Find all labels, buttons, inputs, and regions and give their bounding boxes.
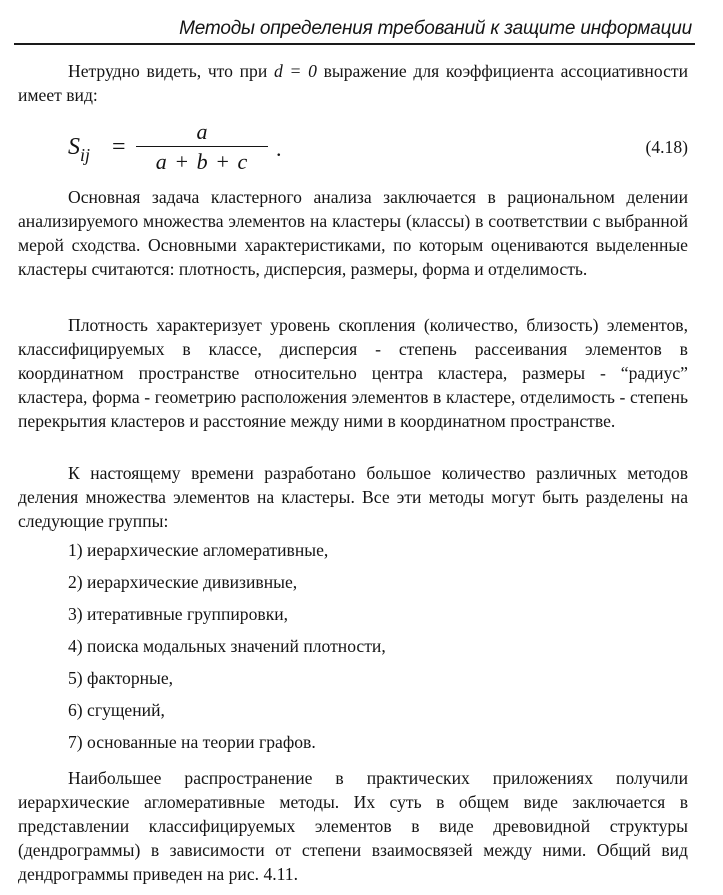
intro-condition: d = 0: [273, 61, 317, 81]
formula-numerator: a: [196, 119, 208, 144]
header-rule: [14, 43, 695, 45]
formula-fraction: [132, 118, 272, 177]
running-header: Методы определения требований к защите информации: [179, 18, 692, 39]
formula-lhs-symbol: S: [68, 134, 80, 160]
list-item: 2) иерархические дивизивные,: [68, 572, 298, 592]
list-item: 5) факторные,: [68, 668, 174, 688]
paragraph-hierarchical-methods: Наибольшее распространение в практических приложениях получили иерархические агломеративные методы. Их суть в общем виде заключается в представлении классифицируемых элементов в виде древовидной структуры (дендрограммы) в зависимости от степени взаимосвязей между ними. Общий вид дендрограммы приведен на рис. 4.11.: [18, 768, 688, 884]
formula-equals-sign: =: [112, 134, 126, 160]
intro-text-before: Нетрудно видеть, что при: [68, 61, 274, 81]
formula-lhs: [68, 132, 90, 163]
paragraph-density-definition: Плотность характеризует уровень скопления (количество, близость) элементов, классифицируемых в классе, дисперсия - степень рассеивания элементов в координатном пространстве относительно центра кластера, размеры - “радиус” кластера, форма - геометрию расположения элементов в кластере, отделимость - степень перекрытия кластеров и расстояние между ними в координатном пространстве.: [18, 315, 688, 431]
formula-trailing-dot: .: [276, 136, 282, 161]
formula-lhs-subscript: ij: [80, 145, 91, 165]
list-item: 6) сгущений,: [68, 700, 165, 720]
list-item: 7) основанные на теории графов.: [68, 732, 316, 752]
intro-paragraph: [18, 59, 688, 107]
intro-text-after: выражение для коэффициента ассоциативности имеет вид:: [18, 61, 689, 105]
list-item: 4) поиска модальных значений плотности,: [68, 636, 386, 656]
formula-denominator: a + b + c: [155, 149, 249, 174]
list-item: 1) иерархические агломеративные,: [68, 540, 329, 560]
paragraph-methods-intro: К настоящему времени разработано большое количество различных методов деления множества элементов на кластеры. Все эти методы могут быть разделены на следующие группы:: [18, 463, 688, 531]
equation-number: (4.18): [645, 137, 688, 157]
paragraph-cluster-analysis-task: Основная задача кластерного анализа заключается в рациональном делении анализируемого множества элементов на кластеры (классы) в соответствии с выбранной мерой сходства. Основными характеристиками, по которым оцениваются выделенные кластеры считаются: плотность, дисперсия, размеры, форма и отделимость.: [18, 187, 688, 279]
formula-4-18: [68, 118, 688, 182]
list-item: 3) итеративные группировки,: [68, 604, 289, 624]
method-groups-list: [68, 538, 386, 762]
